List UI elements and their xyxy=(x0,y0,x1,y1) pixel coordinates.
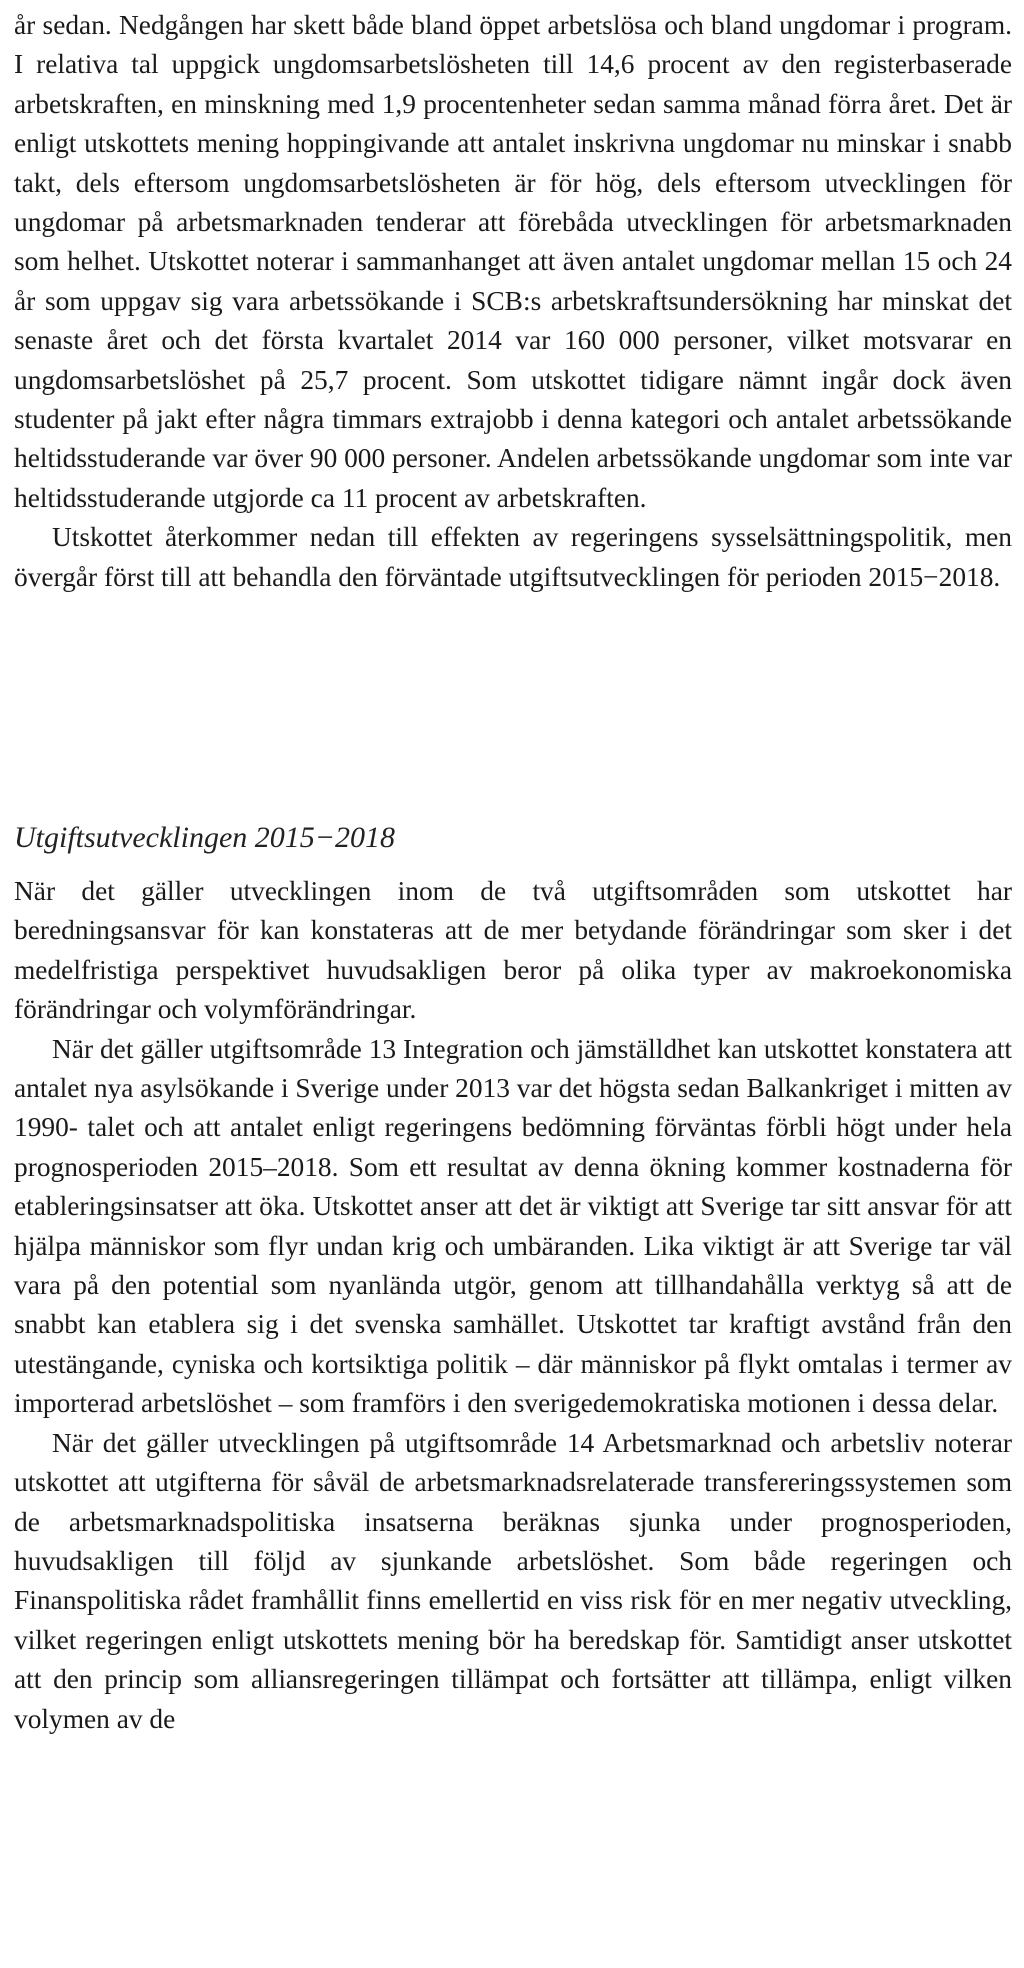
paragraph-youth-unemployment: år sedan. Nedgången har skett både bland öppet arbetslösa och bland ungdomar i program. I relativa tal uppgick ungdomsarbetslösheten till 14,6 procent av den registerbaserade arbetskraften, en minskning med 1,9 procentenheter sedan samma månad förra året. Det är enligt utskottets mening hoppingivande att antalet inskrivna ungdomar nu minskar i snabb takt, dels eftersom ungdomsarbetslösheten är för hög, dels eftersom utvecklingen för ungdomar på arbetsmarknaden tenderar att förebåda utvecklingen för arbetsmarknaden som helhet. Utskottet noterar i sammanhanget att även antalet ungdomar mellan 15 och 24 år som uppgav sig vara arbetssökande i SCB:s arbetskraftsundersökning har minskat det senaste året och det första kvartalet 2014 var 160 000 personer, vilket motsvarar en ungdomsarbetslöshet på 25,7 procent. Som utskottet tidigare nämnt ingår dock även studenter på jakt efter några timmars extrajobb i denna kategori och antalet arbetssökande heltidsstuderande var över 90 000 personer. Andelen arbetssökande ungdomar som inte var heltidsstuderande utgjorde ca 11 procent av arbetskraften. xyxy=(14,10,1012,513)
paragraph-labour-market: När det gäller utvecklingen på utgiftsområde 14 Arbetsmarknad och arbetsliv noterar utskottet att utgifterna för såväl de arbetsmarknadsrelaterade transfereringssystemen som de arbetsmarknadspolitiska insatserna beräknas sjunka under prognosperioden, huvudsakligen till följd av sjunkande arbetslöshet. Som både regeringen och Finanspolitiska rådet framhållit finns emellertid en viss risk för en mer negativ utveckling, vilket regeringen enligt utskottets mening bör ha beredskap för. Samtidigt anser utskottet att den princip som alliansregeringen tillämpat och fortsätter att tillämpa, enligt vilken volymen av de xyxy=(14,1427,1012,1734)
paragraph-employment-policy-transition: Utskottet återkommer nedan till effekten av regeringens sysselsättningspolitik, men övergår först till att behandla den förväntade utgiftsutvecklingen för perioden 2015−2018. xyxy=(14,522,1012,592)
section-expenditure xyxy=(14,872,1012,1739)
section-youth-unemployment xyxy=(14,6,1012,597)
section-heading-block xyxy=(14,818,1012,858)
paragraph-expenditure-overview: När det gäller utvecklingen inom de två utgiftsområden som utskottet har beredningsansvar för kan konstateras att de mer betydande förändringar som sker i det medelfristiga perspektivet huvudsakligen beror på olika typer av makroekonomiska förändringar och volymförändringar. xyxy=(14,876,1012,1025)
paragraph-integration-equality: När det gäller utgiftsområde 13 Integration och jämställdhet kan utskottet konstatera att antalet nya asylsökande i Sverige under 2013 var det högsta sedan Balkankriget i mitten av 1990- talet och att antalet enligt regeringens bedömning förväntas förbli högt under hela prognosperioden 2015–2018. Som ett resultat av denna ökning kommer kostnaderna för etableringsinsatser att öka. Utskottet anser att det är viktigt att Sverige tar sitt ansvar för att hjälpa människor som flyr undan krig och umbäranden. Lika viktigt är att Sverige tar väl vara på den potential som nyanlända utgör, genom att tillhandahålla verktyg så att de snabbt kan etablera sig i det svenska samhället. Utskottet tar kraftigt avstånd från den utestängande, cyniska och kortsiktiga politik – där människor på flykt omtalas i termer av importerad arbetslöshet – som framförs i den sverigedemokratiska motionen i dessa delar. xyxy=(14,1033,1012,1419)
section-heading: Utgiftsutvecklingen 2015−2018 xyxy=(14,821,396,854)
